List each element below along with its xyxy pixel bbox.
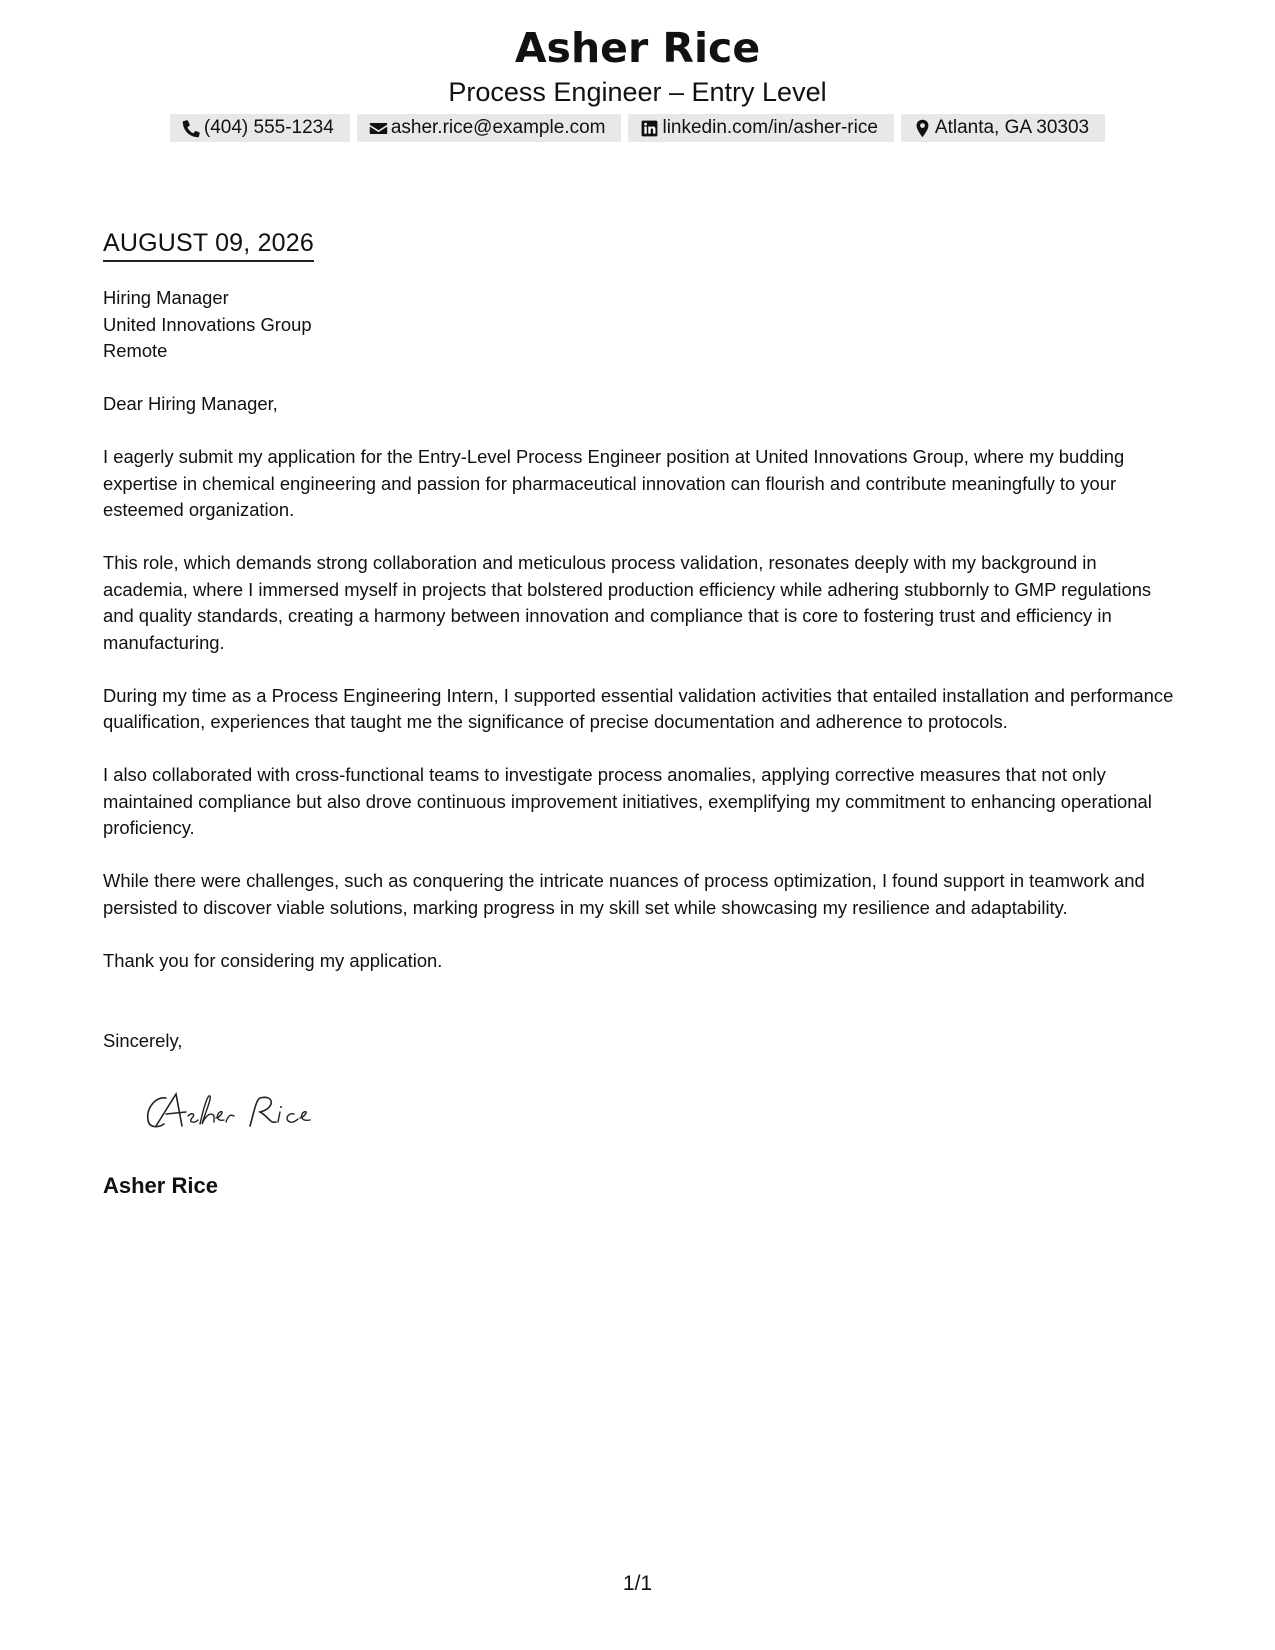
letter-date: AUGUST 09, 2026 bbox=[103, 226, 314, 262]
date-block bbox=[103, 226, 314, 262]
body-paragraph: This role, which demands strong collaboration and meticulous process validation, resonates deeply with my background in academia, where I immersed myself in projects that bolstered production efficiency while adhering stubbornly to GMP regulations and quality standards, creating a harmony between innovation and compliance that is core to fostering trust and efficiency in manufacturing. bbox=[103, 552, 1152, 653]
job-title: Process Engineer – Entry Level bbox=[448, 77, 827, 107]
envelope-icon bbox=[369, 119, 388, 138]
contact-linkedin[interactable] bbox=[628, 114, 893, 142]
signature-image bbox=[142, 1086, 332, 1134]
salutation: Dear Hiring Manager, bbox=[103, 393, 278, 414]
body-paragraph: During my time as a Process Engineering Intern, I supported essential validation activities that entailed installation and performance qualification, experiences that taught me the significance of precise documentation and adherence to protocols. bbox=[103, 684, 1174, 732]
letter-body bbox=[103, 285, 1183, 974]
email-text: asher.rice@example.com bbox=[390, 117, 606, 138]
body-paragraph: I eagerly submit my application for the Entry-Level Process Engineer position at United Innovations Group, where my budding expertise in chemical engineering and passion for pharmaceutical innovation can flourish and contribute meaningfully to your esteemed organization. bbox=[103, 446, 1125, 520]
phone-text: (404) 555-1234 bbox=[203, 117, 334, 138]
contact-location[interactable] bbox=[901, 114, 1105, 142]
signed-name: Asher Rice bbox=[103, 1173, 218, 1198]
body-paragraph: Thank you for considering my application. bbox=[103, 949, 443, 971]
recipient-line: Remote bbox=[103, 340, 168, 361]
letter-header bbox=[0, 22, 1275, 110]
body-paragraph: I also collaborated with cross-functional teams to investigate process anomalies, applying corrective measures that not only maintained compliance but also drove continuous improvement initiatives, exemplifying my commitment to enhancing operational proficiency. bbox=[103, 764, 1152, 838]
contact-bar bbox=[0, 114, 1275, 142]
recipient-line: United Innovations Group bbox=[103, 313, 312, 335]
contact-email[interactable] bbox=[357, 114, 622, 142]
closing: Sincerely, bbox=[103, 1030, 183, 1051]
page-number: 1/1 bbox=[622, 1572, 653, 1595]
contact-phone[interactable] bbox=[170, 114, 350, 142]
location-text: Atlanta, GA 30303 bbox=[934, 117, 1090, 138]
recipient-line: Hiring Manager bbox=[103, 287, 229, 308]
applicant-name: Asher Rice bbox=[514, 24, 761, 72]
map-pin-icon bbox=[913, 119, 932, 138]
linkedin-text: linkedin.com/in/asher-rice bbox=[662, 117, 878, 138]
linkedin-icon bbox=[640, 119, 659, 138]
phone-icon bbox=[182, 119, 201, 138]
body-paragraph: While there were challenges, such as conquering the intricate nuances of process optimization, I found support in teamwork and persisted to discover viable solutions, marking progress in my skill set while showcasing my resilience and adaptability. bbox=[103, 870, 1145, 918]
recipient-block bbox=[103, 285, 1183, 365]
